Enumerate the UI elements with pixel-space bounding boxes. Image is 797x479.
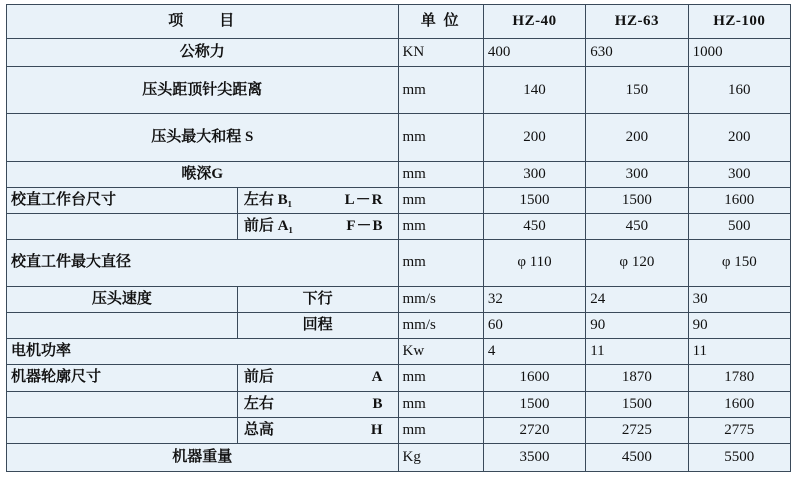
row-value-3: 500 xyxy=(688,213,790,239)
row-unit: mm/s xyxy=(398,313,483,339)
row-subitem: 回程 xyxy=(237,313,398,339)
row-subitem-code: F－B xyxy=(346,217,384,234)
row-value-2: 2725 xyxy=(586,417,688,443)
row-value-3: 200 xyxy=(688,114,790,161)
table-row xyxy=(7,287,791,313)
row-subitem-label: 前后 xyxy=(243,369,274,386)
row-unit: mm xyxy=(398,417,483,443)
row-item xyxy=(7,313,238,339)
row-value-3: 1600 xyxy=(688,187,790,213)
row-value-1: 3500 xyxy=(483,443,585,471)
row-item xyxy=(7,417,238,443)
row-value-3: φ 150 xyxy=(688,239,790,286)
row-unit: mm xyxy=(398,187,483,213)
row-value-1: 400 xyxy=(483,39,585,67)
row-value-3: 1600 xyxy=(688,391,790,417)
row-subitem-code: L－R xyxy=(344,191,384,208)
table-row xyxy=(7,239,791,286)
row-subitem xyxy=(237,391,398,417)
row-item: 机器重量 xyxy=(7,443,399,471)
row-unit: mm xyxy=(398,114,483,161)
row-value-1: 2720 xyxy=(483,417,585,443)
row-value-2: 630 xyxy=(586,39,688,67)
table-row xyxy=(7,39,791,67)
row-value-2: φ 120 xyxy=(586,239,688,286)
row-subitem-label: 左右 xyxy=(243,395,274,412)
table-row xyxy=(7,443,791,471)
header-model-2: HZ-63 xyxy=(586,5,688,39)
table-row xyxy=(7,365,791,391)
row-value-1: 1500 xyxy=(483,187,585,213)
row-subitem-code: A xyxy=(371,369,384,386)
header-item: 项 目 xyxy=(7,5,399,39)
row-value-2: 300 xyxy=(586,161,688,187)
row-value-2: 1870 xyxy=(586,365,688,391)
row-item: 机器轮廓尺寸 xyxy=(7,365,238,391)
table-row xyxy=(7,417,791,443)
row-value-1: 4 xyxy=(483,339,585,365)
row-unit: Kg xyxy=(398,443,483,471)
row-value-1: 450 xyxy=(483,213,585,239)
table-row xyxy=(7,391,791,417)
row-subitem-label: 前后 A₁ xyxy=(243,217,293,234)
row-unit: Kw xyxy=(398,339,483,365)
table-row xyxy=(7,67,791,114)
row-unit: mm xyxy=(398,365,483,391)
row-item: 校直工作台尺寸 xyxy=(7,187,238,213)
row-value-1: 32 xyxy=(483,287,585,313)
table-row xyxy=(7,187,791,213)
row-item: 压头距顶针尖距离 xyxy=(7,67,399,114)
row-value-2: 1500 xyxy=(586,187,688,213)
row-item xyxy=(7,391,238,417)
row-subitem: 下行 xyxy=(237,287,398,313)
row-subitem-code: H xyxy=(370,421,384,438)
row-value-1: 140 xyxy=(483,67,585,114)
row-value-3: 300 xyxy=(688,161,790,187)
header-model-1: HZ-40 xyxy=(483,5,585,39)
row-item: 喉深G xyxy=(7,161,399,187)
row-unit: KN xyxy=(398,39,483,67)
row-value-2: 4500 xyxy=(586,443,688,471)
header-model-3: HZ-100 xyxy=(688,5,790,39)
row-unit: mm xyxy=(398,391,483,417)
row-value-3: 5500 xyxy=(688,443,790,471)
row-value-1: 60 xyxy=(483,313,585,339)
row-value-2: 11 xyxy=(586,339,688,365)
row-subitem-code: B xyxy=(372,395,384,412)
row-value-3: 90 xyxy=(688,313,790,339)
row-value-1: 1500 xyxy=(483,391,585,417)
row-subitem-label: 总高 xyxy=(243,421,274,438)
table-row xyxy=(7,339,791,365)
row-value-3: 30 xyxy=(688,287,790,313)
table-body xyxy=(7,5,791,472)
row-value-2: 90 xyxy=(586,313,688,339)
table-row xyxy=(7,313,791,339)
row-value-2: 450 xyxy=(586,213,688,239)
table-row xyxy=(7,161,791,187)
row-unit: mm xyxy=(398,67,483,114)
row-item: 压头最大和程 S xyxy=(7,114,399,161)
row-value-2: 1500 xyxy=(586,391,688,417)
row-value-3: 160 xyxy=(688,67,790,114)
row-value-3: 11 xyxy=(688,339,790,365)
row-value-1: φ 110 xyxy=(483,239,585,286)
row-subitem xyxy=(237,187,398,213)
row-value-3: 2775 xyxy=(688,417,790,443)
row-subitem-label: 左右 B₁ xyxy=(243,191,293,208)
row-subitem xyxy=(237,213,398,239)
table-row xyxy=(7,114,791,161)
row-value-2: 150 xyxy=(586,67,688,114)
row-item: 校直工件最大直径 xyxy=(7,239,399,286)
header-unit: 单 位 xyxy=(398,5,483,39)
row-item: 公称力 xyxy=(7,39,399,67)
row-subitem xyxy=(237,365,398,391)
row-unit: mm xyxy=(398,161,483,187)
row-unit: mm xyxy=(398,239,483,286)
row-item xyxy=(7,213,238,239)
row-subitem xyxy=(237,417,398,443)
row-unit: mm/s xyxy=(398,287,483,313)
row-value-1: 1600 xyxy=(483,365,585,391)
row-value-2: 24 xyxy=(586,287,688,313)
row-value-2: 200 xyxy=(586,114,688,161)
row-value-1: 300 xyxy=(483,161,585,187)
specification-table xyxy=(6,4,791,472)
table-row xyxy=(7,213,791,239)
row-unit: mm xyxy=(398,213,483,239)
row-value-1: 200 xyxy=(483,114,585,161)
table-header-row xyxy=(7,5,791,39)
row-item: 电机功率 xyxy=(7,339,399,365)
row-value-3: 1000 xyxy=(688,39,790,67)
row-item: 压头速度 xyxy=(7,287,238,313)
row-value-3: 1780 xyxy=(688,365,790,391)
